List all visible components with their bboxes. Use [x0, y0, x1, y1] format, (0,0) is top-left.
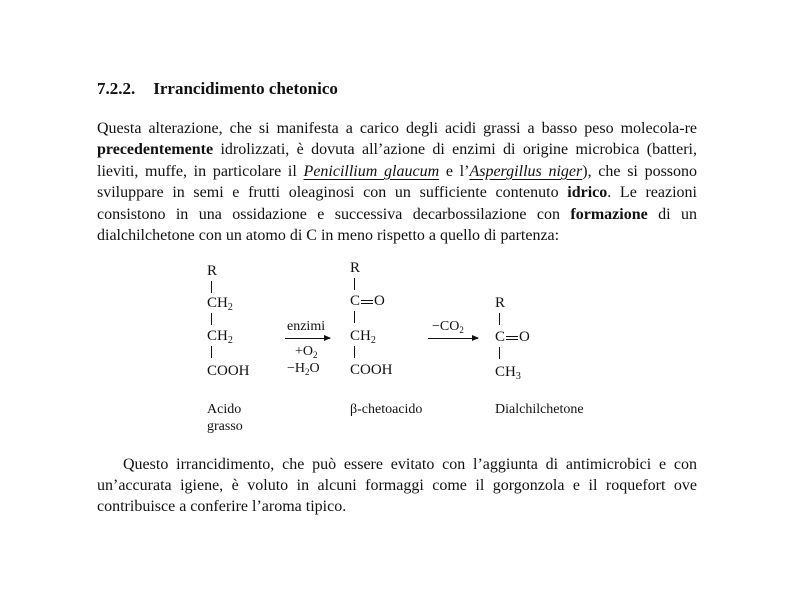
acid-ch2-1: $CH_2$: [207, 295, 233, 313]
reaction-arrow-1: [285, 338, 330, 339]
intro-bold-term: precedentemente: [97, 141, 214, 159]
intro-text: di un dialchilchetone con un atomo di C in meno rispetto a quello di partenza:: [97, 205, 697, 245]
arrow2-label-co2: $-CO_2$: [432, 319, 464, 335]
arrow1-label-o2: $+O_2$: [295, 344, 318, 360]
bond-line: [499, 313, 500, 325]
reaction-arrow-2: [428, 338, 478, 339]
ketoacid-cooh: COOH: [350, 362, 393, 378]
ketoacid-name: β-chetoacido: [350, 402, 423, 417]
ketoacid-r-group: R: [350, 260, 361, 276]
ketone-ch3: $CH_3$: [495, 364, 521, 382]
ketoacid-ch2: $CH_2$: [350, 328, 376, 346]
ketone-name: Dialchilchetone: [495, 402, 584, 417]
intro-bold-term: idrico: [567, 184, 608, 202]
acid-ch2-2: $CH_2$: [207, 328, 233, 346]
intro-text: e l’: [439, 162, 470, 180]
bond-line: [211, 346, 212, 358]
section-title: Irrancidimento chetonico: [153, 79, 338, 98]
ketone-r-group: R: [495, 295, 506, 311]
double-bond: [361, 299, 373, 305]
double-bond: [506, 335, 518, 341]
arrow1-label-enzimi: enzimi: [287, 319, 326, 334]
ketoacid-carbonyl: C O: [350, 293, 385, 309]
bond-line: [211, 313, 212, 325]
acid-name-line2: grasso: [207, 419, 243, 434]
bond-line: [354, 346, 355, 358]
intro-text: Questa alterazione, che si manifesta a carico degli acidi grassi a basso peso molecola-re: [97, 120, 697, 137]
acid-name-line1: Acido: [207, 402, 242, 417]
bond-line: [499, 347, 500, 359]
arrow1-label-h2o: $-H_2O$: [287, 361, 320, 377]
organism-name: Aspergillus niger: [469, 162, 583, 180]
intro-text: . Le reazioni consistono in una ossidazione e successiva decarbossilazione con: [97, 184, 697, 223]
intro-text: ), che si possono sviluppare in semi e frutti oleaginosi con un sufficiente contenuto: [97, 162, 698, 202]
ketone-carbonyl: C O: [495, 329, 530, 345]
acid-r-group: R: [207, 263, 218, 279]
intro-bold-term: formazione: [570, 205, 648, 223]
section-number: 7.2.2.: [97, 79, 136, 98]
acid-cooh: COOH: [207, 363, 250, 379]
closing-paragraph: Questo irrancidimento, che può essere evitato con l’aggiunta di antimicrobici e con un’accurata igiene, è voluto in alcuni formaggi come il gorgonzola e il roquefort ove contribuisce a conferire l’aroma tipico.: [97, 456, 697, 515]
bond-line: [354, 311, 355, 323]
bond-line: [211, 281, 212, 293]
organism-name: Penicillium glaucum: [303, 162, 440, 180]
intro-text: idrolizzati, è dovuta all’azione di enzimi di origine microbica (batteri, lieviti, muffe, in particolare il: [97, 141, 697, 180]
bond-line: [354, 278, 355, 290]
